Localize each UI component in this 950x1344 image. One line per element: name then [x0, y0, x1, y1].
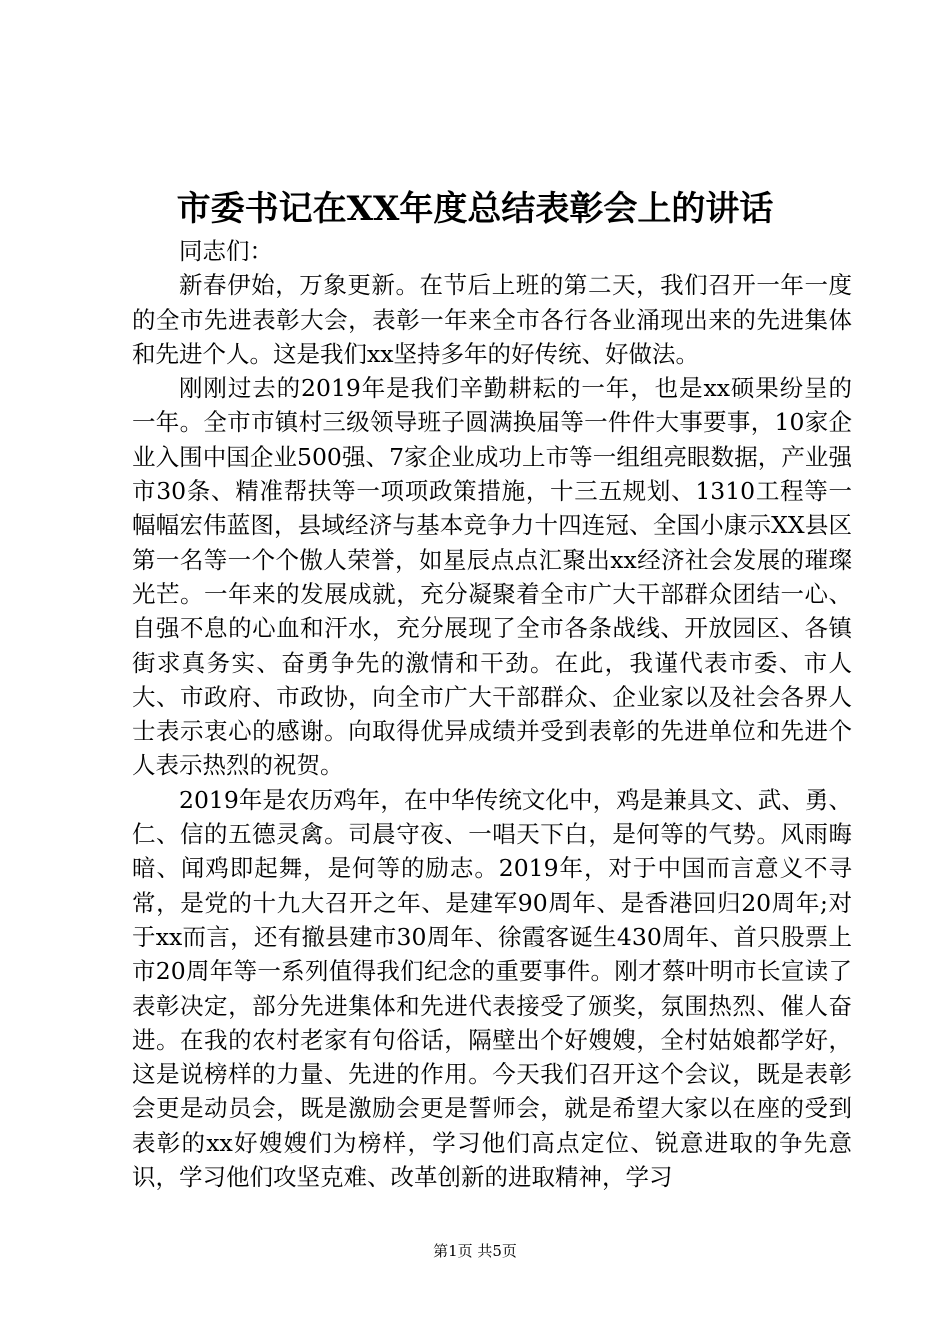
page-number-footer: 第1页 共5页	[433, 1242, 517, 1260]
document-title: 市委书记在XX年度总结表彰会上的讲话	[176, 189, 774, 229]
salutation: 同志们：	[179, 237, 273, 265]
paragraph-3: 2019年是农历鸡年，在中华传统文化中，鸡是兼具文、武、勇、仁、信的五德灵禽。司晨守夜、一唱天下白，是何等的气势。风雨晦暗、闻鸡即起舞，是何等的励志。2019年，对于中国而言意义不寻常，是党的十九大召开之年、是建军90周年、是香港回归20周年;对于xx而言，还有撤县建市30周年、徐霞客诞生430周年、首只股票上市20周年等一系列值得我们纪念的重要事件。刚才蔡叶明市长宣读了表彰决定，部分先进集体和先进代表接受了颁奖，氛围热烈、催人奋进。在我的农村老家有句俗话，隔壁出个好嫂嫂，全村姑娘都学好，这是说榜样的力量、先进的作用。今天我们召开这个会议，既是表彰会更是动员会，既是激励会更是誓师会，就是希望大家以在座的受到表彰的xx好嫂嫂们为榜样，学习他们高点定位、锐意进取的争先意识，学习他们攻坚克难、改革创新的进取精神，学习	[132, 785, 852, 1192]
paragraph-2: 刚刚过去的2019年是我们辛勤耕耘的一年，也是xx硕果纷呈的一年。全市市镇村三级领导班子圆满换届等一件件大事要事，10家企业入围中国企业500强、7家企业成功上市等一组组亮眼数据，产业强市30条、精准帮扶等一项项政策措施，十三五规划、1310工程等一幅幅宏伟蓝图，县域经济与基本竞争力十四连冠、全国小康示XX县区第一名等一个个傲人荣誉，如星辰点点汇聚出xx经济社会发展的璀璨光芒。一年来的发展成就，充分凝聚着全市广大干部群众团结一心、自强不息的心血和汗水，充分展现了全市各条战线、开放园区、各镇街求真务实、奋勇争先的激情和干劲。在此，我谨代表市委、市人大、市政府、市政协，向全市广大干部群众、企业家以及社会各界人士表示衷心的感谢。向取得优异成绩并受到表彰的先进单位和先进个人表示热烈的祝贺。	[132, 374, 852, 780]
document-body	[132, 234, 852, 1194]
paragraph-1: 新春伊始，万象更新。在节后上班的第二天，我们召开一年一度的全市先进表彰大会，表彰一年来全市各行各业涌现出来的先进集体和先进个人。这是我们xx坚持多年的好传统、好做法。	[132, 271, 852, 368]
